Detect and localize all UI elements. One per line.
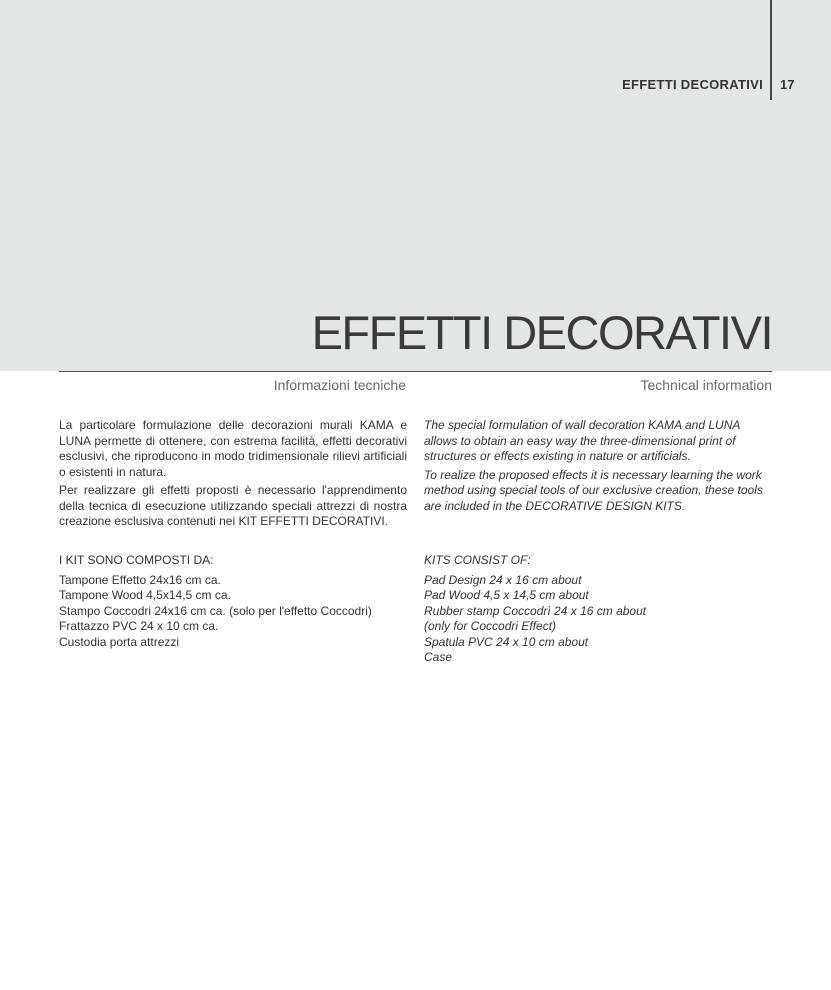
list-item: Frattazzo PVC 24 x 10 cm ca. [59, 619, 219, 633]
italian-kit-title: I KIT SONO COMPOSTI DA: [59, 553, 214, 567]
english-paragraph: The special formulation of wall decoration KAMA and LUNA allows to obtain an easy way the three-dimensional print of structures or effects existing in nature or artificials. [424, 418, 740, 463]
italian-paragraph: La particolare formulazione delle decorazioni murali KAMA e LUNA permette di ottenere, con estrema facilità, effetti decorativi esclusivi, che riproducono in modo tridimensionale rilievi artificiali o esistenti in natura. [59, 418, 407, 479]
subtitle-english: Technical information [640, 377, 772, 393]
list-item: Pad Design 24 x 16 cm about [424, 572, 582, 587]
list-item: Tampone Wood 4,5x14,5 cm ca. [59, 588, 231, 602]
subtitle-italian: Informazioni tecniche [273, 377, 406, 393]
title-rule [59, 371, 772, 372]
list-item: (only for Coccodri Effect) [424, 619, 557, 633]
page-title: EFFETTI DECORATIVI [311, 306, 772, 359]
page-divider [770, 0, 772, 100]
english-column [424, 418, 772, 517]
english-kit-list [424, 553, 772, 666]
list-item: Stampo Coccodri 24x16 cm ca. (solo per l'effetto Coccodri) [59, 603, 372, 618]
list-item: Case [424, 650, 453, 664]
italian-paragraph: Per realizzare gli effetti proposti è necessario l'apprendimento della tecnica di esecuzione utilizzando speciali attrezzi di nostra creazione esclusiva contenuti nei KIT EFFETTI DECORATIVI. [59, 483, 407, 528]
page-number: 17 [780, 77, 795, 92]
running-head: EFFETTI DECORATIVI [622, 77, 763, 92]
italian-kit-list [59, 553, 407, 650]
list-item: Tampone Effetto 24x16 cm ca. [59, 572, 221, 587]
english-kit-title: KITS CONSIST OF: [424, 553, 531, 567]
english-paragraph: To realize the proposed effects it is necessary learning the work method using special tools of our exclusive creation, these tools are included in the DECORATIVE DESIGN KITS. [424, 467, 763, 513]
list-item: Spatula PVC 24 x 10 cm about [424, 634, 589, 649]
list-item: Custodia porta attrezzi [59, 634, 180, 649]
list-item: Pad Wood 4,5 x 14,5 cm about [424, 588, 589, 602]
list-item: Rubber stamp Coccodrì 24 x 16 cm about [424, 603, 647, 618]
italian-column [59, 418, 407, 533]
